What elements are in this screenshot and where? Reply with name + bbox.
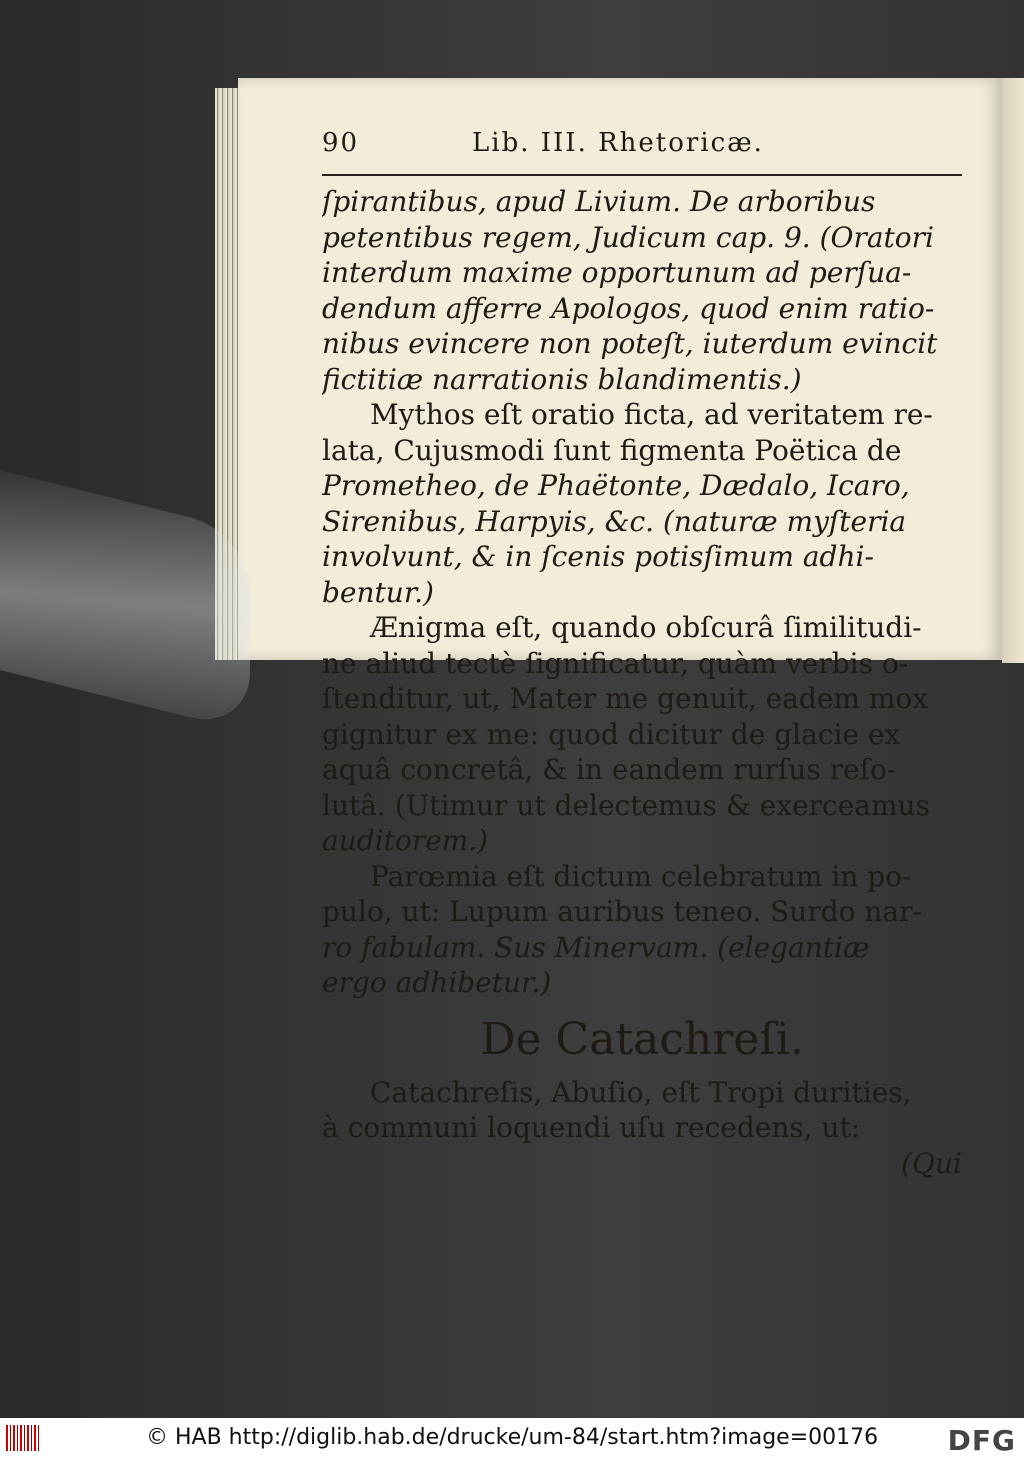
text-line: pulo, ut: Lupum auribus teneo. Surdo nar- — [322, 895, 922, 928]
text-line: Sirenibus, Harpyis, &c. (naturæ myſteria — [322, 504, 907, 538]
text-line: dendum afferre Apologos, quod enim ratio- — [322, 291, 935, 325]
text-line: nibus evincere non poteſt, iuterdum evincit — [322, 327, 938, 360]
footer-credit[interactable]: © HAB http://diglib.hab.de/drucke/um-84/start.htm?image=00176 — [146, 1425, 879, 1450]
text-line: à communi loquendi uſu recedens, ut: — [322, 1111, 861, 1144]
page-number: 90 — [322, 128, 360, 158]
section-heading: De Catachreſi. — [480, 1013, 804, 1065]
footer-bar — [0, 1418, 1024, 1457]
header-rule — [322, 174, 962, 176]
text-line: bentur.) — [322, 575, 434, 609]
facing-page-edge — [1002, 78, 1024, 663]
text-line: Prometheo, de Phaëtonte, Dædalo, Icaro, — [322, 469, 910, 502]
page-header — [322, 128, 962, 168]
dfg-logo: DFG — [947, 1424, 1016, 1457]
text-line: lutâ. (Utimur ut delectemus & exerceamus — [322, 788, 930, 822]
text-line: ergo adhibetur.) — [322, 966, 552, 999]
text-line: ne aliud tectè ſignificatur, quàm verbis o- — [322, 646, 909, 680]
text-line: petentibus regem, Judicum cap. 9. (Oratori — [322, 220, 935, 254]
hab-barcode-icon — [6, 1425, 40, 1451]
text-line: ro fabulam. Sus Minervam. (elegantiæ — [322, 930, 870, 964]
text-line: aquâ concretâ, & in eandem rurſus reſo- — [322, 753, 897, 786]
text-line: ſtenditur, ut, Mater me genuit, eadem mox — [322, 682, 929, 715]
text-line: involvunt, & in ſcenis potisſimum adhi- — [322, 540, 874, 573]
page-text — [322, 128, 962, 1181]
text-line: lata, Cujusmodi ſunt figmenta Poëtica de — [322, 433, 902, 467]
text-line: interdum maxime opportunum ad perſua- — [322, 256, 912, 289]
text-line: Ænigma eſt, quando obſcurâ ſimilitudi- — [370, 611, 922, 644]
text-line: auditorem.) — [322, 824, 489, 857]
text-line: gignitur ex me: quod dicitur de glacie ex — [322, 717, 901, 751]
text-line: Mythos eſt oratio ficta, ad veritatem re- — [370, 398, 933, 431]
text-line: ſpirantibus, apud Livium. De arboribus — [322, 185, 876, 218]
text-line: Parœmia eſt dictum celebratum in po- — [370, 859, 912, 893]
text-line: fictitiæ narrationis blandimentis.) — [322, 362, 802, 396]
running-head: Lib. III. Rhetoricæ. — [472, 128, 764, 158]
catchword: (Qui — [901, 1146, 962, 1180]
text-line: Catachreſis, Abuſio, eſt Tropi durities, — [370, 1075, 912, 1109]
